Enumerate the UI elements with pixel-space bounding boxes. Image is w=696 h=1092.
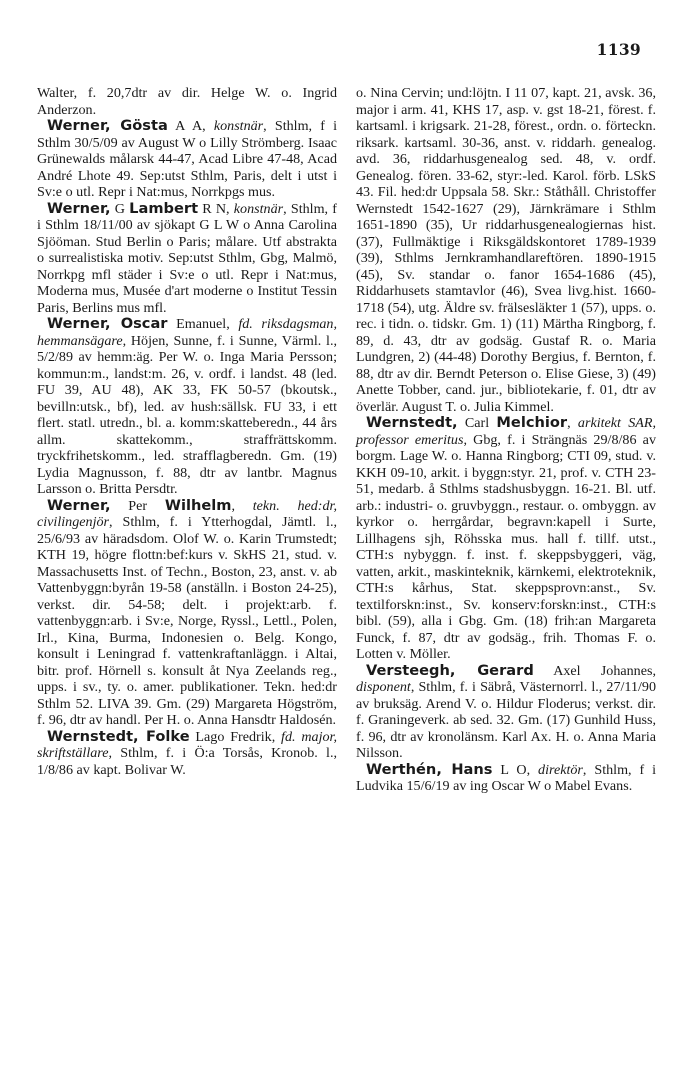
entry-surname: Werner,	[47, 496, 111, 514]
page-number: 1139	[596, 40, 641, 59]
entry-called-name: Lambert	[129, 199, 199, 217]
entry-called-name: Melchior	[496, 414, 568, 431]
entry-title: konstnär	[233, 200, 284, 217]
entry-text: , Gbg, f. i Strängnäs 29/8/86 av borgm. Lage W. o. Hanna Ringborg; CTI 09, stud. v. KKH 09-10, arkit. i byggn:styr. 21, prof. v. CTH 23-51, medarb. å Sthlms stadshusbyggn. 16-21. Bl. utf. arb.: industri- o. gruvbyggn., restaur. o. ombyggn. av kyrkor o. herrgårdar, begravn:kapell i Surte, Lillhagens sjh, Röhsska mus. hall f. tillf. utst., CTH:s nybyggn. f. inst. f. skeppsbyggeri, väg, vatten, arkit., maskinteknik, kärnkemi, elektroteknik, CTH:s kårhus, Stat. skeppsprovn:anst., Sv. textilforskn:inst., Sv. konserv:forskn:inst., CTH:s bibl. (59), alla i Gbg. Gm. (18) frih:an Margareta Funck, f. 87, dtr av godsäg., frih. Thomas F. o. Lotten v. Möller.	[356, 431, 656, 662]
entry-given-names-2: R N,	[198, 200, 234, 217]
entry-given-names: Lago Fredrik,	[189, 728, 282, 745]
entry-werner-wilhelm	[37, 498, 337, 729]
entry-title: konstnär	[213, 118, 264, 134]
entry-surname: Versteegh, Gerard	[366, 661, 534, 679]
entry-given-names: L O,	[492, 761, 539, 778]
entry-text: , Sthlm, f i Sthlm 30/5/09 av August W o Lilly Strömberg. Isaac Grünewalds målarsk 44-47, Acad Libre 47-48, Acad André Lhote 49. Sep:utst Sthlm, Paris, delt i utst i Sv:e o utl. Repr i Nat:mus, Norrkpgs mus.	[37, 118, 337, 200]
entry-title: disponent	[356, 679, 411, 695]
entry-wernstedt-folke-continuation	[356, 85, 656, 415]
entry-text: Walter, f. 20,7dtr av dir. Helge W. o. Ingrid Anderzon.	[37, 85, 337, 118]
entry-wernstedt-melchior	[356, 415, 656, 663]
entry-given-names-2: ,	[567, 415, 578, 431]
entry-given-names-2: ,	[231, 497, 253, 514]
entry-surname: Werner, Oscar	[47, 315, 168, 332]
entry-text: , Sthlm, f i Sthlm 18/11/00 av sjökapt G L W o Anna Carolina Sjööman. Stud Berlin o Paris; målare. Utf abstrakta o surrealistiska motiv. Sep:utst Sthlm, Gbg, Malmö, Norrkpg mfl städer i Sv:e o utl. Repr i Nat:mus, Moderna mus, Musée d'art moderne o Institut Tessin Paris, Berlins mus mfl.	[37, 200, 337, 316]
entry-title: direktör	[538, 761, 583, 778]
entry-wernstedt-folke	[37, 729, 337, 779]
entry-text: , Sthlm, f. i Ytterhogdal, Jämtl. l., 25/6/93 av häradsdom. Olof W. o. Karin Trumstedt; KTH 19, högre flottn:bef:kurs v. SkHS 21, stud. v. Massachusetts Inst. of Techn., Boston, 23, anst. v. ab Vattenbyggn:byrån 19-58 (anställn. i Boston 24-25), verkst. dir. 54-58; delt. i projekt:arb. f. vattenbyggn:arb. i Sv:e, Norge, Ryssl., Lettl., Polen, Irl., Kina, Burma, Indonesien o. Belg. Kongo, konsult i Leningrad f. vattenkraftanläggn. i Altai, bitr. prof. Hörnell s. konsult åt Nya Zeelands reg., upps. i sv., ty. o. amer. publikationer. Tekn. hed:dr Sthlm 52. LIVA 39. Gm. (29) Margareta Högström, f. 96, dtr av handl. Per H. o. Anna Hansdtr Haldosén.	[37, 514, 337, 728]
entry-werthen-hans	[356, 762, 656, 795]
entry-werner-gosta	[37, 118, 337, 201]
entry-given-names: Carl	[457, 415, 497, 431]
left-column	[37, 85, 337, 778]
entry-title: fd. riksdagsman, hemmansägare	[37, 316, 337, 349]
entry-given-names: G	[110, 200, 130, 217]
entry-given-names: A A,	[167, 118, 214, 134]
entry-surname: Wernstedt, Folke	[47, 727, 190, 745]
entry-text: , Höjen, Sunne, f. i Sunne, Värml. l., 5/2/89 av hemm:äg. Per W. o. Inga Maria Persson; kommun:m., landst:m. 26, v. ordf. i landst. 48 (led. FU 39, AU 48), AK 33, FK 50-57 (bkoutsk., bevilln:utsk., bf), led. av hush:sällsk. FU 33, i ett flert. statl. utredn., bl. a. komm:skatteberedn., 44 års allm. skattekomm., straffrättskomm. tryckfrihetskomm., led. strafflagberedn. Gm. (19) Lydia Magnusson, f. 88, dtr av lantbr. Magnus Larsson o. Britta Persdtr.	[37, 332, 337, 497]
entry-text: o. Nina Cervin; und:löjtn. I 11 07, kapt. 21, avsk. 36, major i arm. 41, KHS 17, asp. v. gst 18-21, förest. f. kartsaml. i krigsark. 21-28, förest., ordn. o. förteckn. riksark. kartsaml. 30-36, anst. v. riddarh. genealog. avd. 36, riddarhusgenealog sed. 48, v. ordf. Genealog. fören. 33-62, styr:-led. Karol. förb. LSkS 43. Fil. hed:dr Uppsala 58. Skr.: Ståthåll. Christoffer Wernstedt 1542-1627 (29), Järnkrämare i Sthlm 1651-1890 (35), Ur riddarhusgenealogiernas hist. (37), Fullmäktige i Riksgäldskontoret 1789-1939 (39), Sthlms Jernkramhandlareftören. 1890-1915 (45), Sv. standar o. fanor 1654-1686 (45), Riddarhusets stamtavlor (46), Svea livg.hist. 1660-1718 (54), utg. Äldre sv. frälsesläkter 1 (57), upps. o. rec. i tidn. o. tidskr. Gm. 1) (11) Märtha Ringborg, f. 89, d. 43, dtr av godsäg. Gustaf R. o. Maria Lundgren, 2) (44-48) Dorothy Bergius, f. Bernton, f. 88, dtr av dir. Berndt Peterson o. Elise Giese, 3) (49) Anette Tobber, cand. jur., bibliotekarie, f. 01, dtr av överlär. August T. o. Julia Kimmel.	[356, 85, 656, 415]
entry-text: , Sthlm, f. i Ö:a Torsås, Kronob. l., 1/8/86 av kapt. Bolivar W.	[37, 745, 337, 778]
entry-title: fd. major, skriftställare	[37, 728, 337, 761]
entry-given-names: Axel Johannes,	[533, 662, 656, 679]
entry-walter-continuation	[37, 85, 337, 118]
entry-called-name: Wilhelm	[164, 496, 232, 514]
entry-surname: Wernstedt,	[366, 414, 458, 431]
entry-versteegh-gerard	[356, 663, 656, 762]
entry-surname: Werner, Gösta	[47, 117, 168, 134]
right-column	[356, 85, 656, 795]
entry-given-names: Emanuel,	[167, 316, 239, 332]
entry-text: , Sthlm, f i Ludvika 15/6/19 av ing Oscar W o Mabel Evans.	[356, 761, 657, 794]
entry-werner-oscar	[37, 316, 337, 498]
entry-title: tekn. hed:dr, civilingenjör	[37, 497, 337, 530]
entry-werner-lambert	[37, 201, 337, 317]
entry-title: arkitekt SAR, professor emeritus	[356, 415, 657, 448]
entry-surname: Werthén, Hans	[366, 760, 493, 778]
entry-text: , Sthlm, f. i Säbrå, Västernorrl. l., 27/11/90 av bruksäg. Arend V. o. Hildur Floderus; verkst. dir. f. Graningeverk. ab sed. 32. Gm. (17) Gunhild Huss, f. 96, dtr av kronolänsm. Karl Ax. H. o. Anna Maria Nilsson.	[356, 679, 656, 761]
entry-given-names: Per	[110, 497, 165, 514]
entry-surname: Werner,	[47, 199, 111, 217]
